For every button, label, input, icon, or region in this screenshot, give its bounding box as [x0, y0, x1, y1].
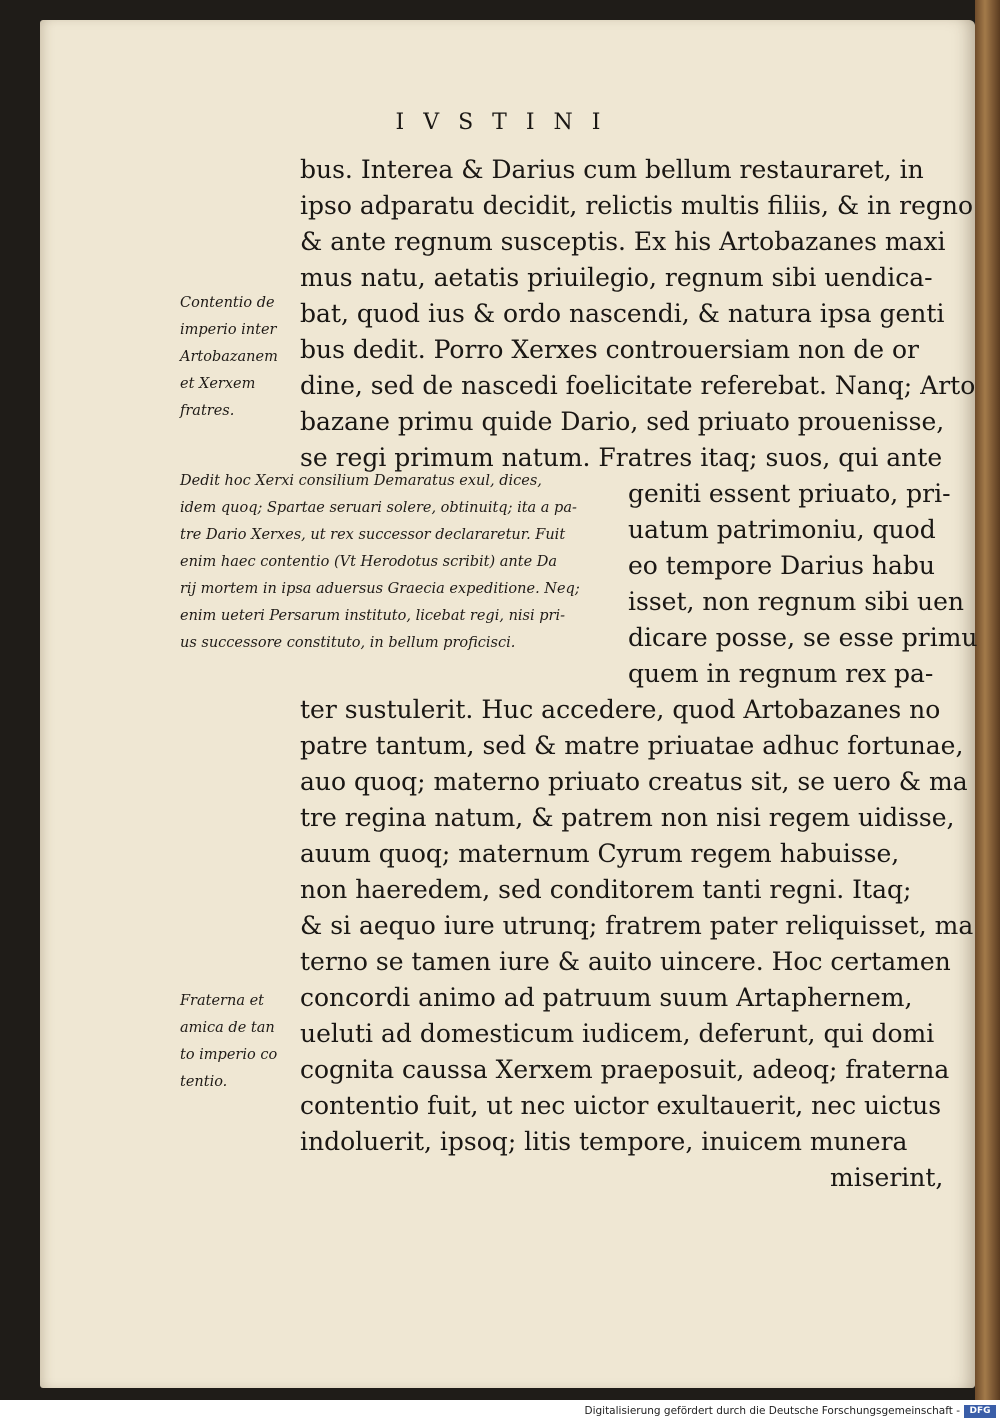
text-line: miserint,: [830, 1163, 944, 1192]
text-line: uatum patrimoniu, quod: [628, 515, 936, 544]
text-line: ipso adparatu decidit, relictis multis filiis, & in regno: [300, 191, 974, 220]
text-line: auo quoq; materno priuato creatus sit, se uero & ma: [300, 767, 968, 796]
marginal-note-line: rij mortem in ipsa aduersus Graecia expeditione. Neq;: [180, 581, 580, 597]
marginal-note-line: us successore constituto, in bellum proficisci.: [180, 635, 516, 651]
text-line: tre regina natum, & patrem non nisi regem uidisse,: [300, 803, 955, 832]
text-line: ueluti ad domesticum iudicem, deferunt, qui domi: [300, 1019, 935, 1048]
marginal-note-line: to imperio co: [180, 1047, 278, 1063]
marginal-note-line: Dedit hoc Xerxi consilium Demaratus exul, dices,: [180, 473, 542, 489]
text-line: dine, sed de nascedi foelicitate referebat. Nanq; Arto: [300, 371, 976, 400]
text-line: dicare posse, se esse primu: [628, 623, 978, 652]
text-line: non haeredem, sed conditorem tanti regni. Itaq;: [300, 875, 912, 904]
text-line: geniti essent priuato, pri-: [628, 479, 951, 508]
dfg-logo[interactable]: DFG: [964, 1405, 996, 1418]
marginal-note-line: tre Dario Xerxes, ut rex successor declararetur. Fuit: [180, 527, 566, 543]
marginal-note-line: idem quoq; Spartae seruari solere, obtinuitq; ita a pa-: [180, 500, 577, 516]
text-line: patre tantum, sed & matre priuatae adhuc fortunae,: [300, 731, 964, 760]
text-line: quem in regnum rex pa-: [628, 659, 934, 688]
marginal-note-line: enim haec contentio (Vt Herodotus scribit) ante Da: [180, 554, 558, 570]
text-line: eo tempore Darius habu: [628, 551, 935, 580]
marginal-note-line: Contentio de: [180, 295, 275, 311]
text-line: isset, non regnum sibi uen: [628, 587, 964, 616]
marginal-note-line: fratres.: [180, 403, 235, 419]
text-line: bat, quod ius & ordo nascendi, & natura ipsa genti: [300, 299, 945, 328]
marginal-note-line: Fraterna et: [180, 993, 264, 1009]
marginal-note-line: et Xerxem: [180, 376, 256, 392]
text-line: bus dedit. Porro Xerxes controuersiam non de or: [300, 335, 919, 364]
text-line: & si aequo iure utrunq; fratrem pater reliquisset, ma: [300, 911, 974, 940]
text-line: concordi animo ad patruum suum Artaphernem,: [300, 983, 913, 1012]
book-page: [40, 20, 978, 1388]
marginal-note-line: imperio inter: [180, 322, 277, 338]
marginal-note-line: tentio.: [180, 1074, 228, 1090]
text-line: cognita caussa Xerxem praeposuit, adeoq; fraterna: [300, 1055, 950, 1084]
text-line: bazane primu quide Dario, sed priuato prouenisse,: [300, 407, 945, 436]
marginal-note-line: enim ueteri Persarum instituto, licebat regi, nisi pri-: [180, 608, 565, 624]
text-line: terno se tamen iure & auito uincere. Hoc certamen: [300, 947, 951, 976]
text-line: contentio fuit, ut nec uictor exultauerit, nec uictus: [300, 1091, 942, 1120]
text-line: mus natu, aetatis priuilegio, regnum sibi uendica-: [300, 263, 933, 292]
text-line: ter sustulerit. Huc accedere, quod Artobazanes no: [300, 695, 941, 724]
text-line: se regi primum natum. Fratres itaq; suos, qui ante: [300, 443, 943, 472]
running-head: IVSTINI: [395, 110, 620, 135]
marginal-note-line: Artobazanem: [180, 349, 278, 365]
text-line: auum quoq; maternum Cyrum regem habuisse,: [300, 839, 900, 868]
text-line: bus. Interea & Darius cum bellum restauraret, in: [300, 155, 924, 184]
text-line: & ante regnum susceptis. Ex his Artobazanes maxi: [300, 227, 946, 256]
footer-credit: Digitalisierung gefördert durch die Deutsche Forschungsgemeinschaft -: [584, 1405, 960, 1417]
marginal-note-line: amica de tan: [180, 1020, 275, 1036]
text-line: indoluerit, ipsoq; litis tempore, inuicem munera: [300, 1127, 908, 1156]
book-edge: [975, 0, 1000, 1400]
